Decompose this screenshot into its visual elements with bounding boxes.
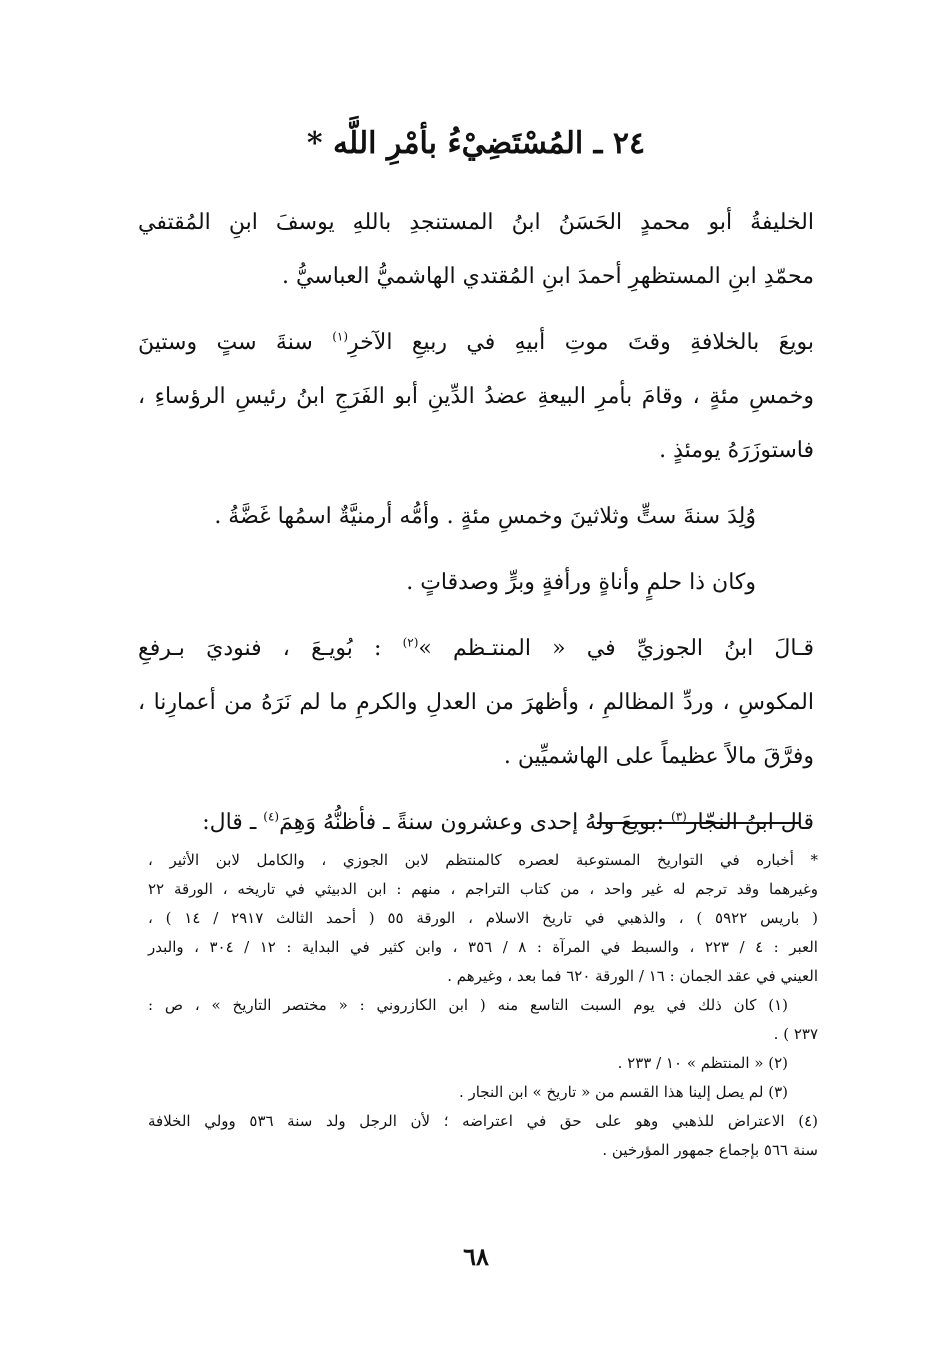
footnote-ref-3: (٣) bbox=[671, 809, 687, 824]
paragraph-lineage-line: محمّدِ ابنِ المستظهرِ أحمدَ ابنِ المُقتدي الهاشميُّ العباسيُّ . bbox=[281, 264, 814, 289]
chapter-title: ٢٤ ـ المُسْتَضِيْءُ بأمْرِ اللَّه * bbox=[306, 126, 646, 161]
footnote-separator bbox=[597, 822, 800, 824]
paragraph-ibn-al-jawzi-line: وفرَّقَ مالاً عظيماً على الهاشميِّين . bbox=[503, 744, 814, 769]
footnote-star-line: وغيرهما وقد ترجم له غير واحد ، من كتاب التراجم ، منهم : ابن الدبيثي في تاريخه ، الورقة ٢٢ bbox=[148, 880, 818, 898]
paragraph-lineage-line: الخليفةُ أبو محمدٍ الحَسَنُ ابنُ المستنجدِ باللهِ يوسفَ ابنِ المُقتفي bbox=[138, 210, 814, 235]
paragraph-birth: وُلِدَ سنةَ ستٍّ وثلاثينَ وخمسِ مئةٍ . وأمُّه أرمنيَّةٌ اسمُها غَضَّةُ . bbox=[214, 504, 756, 529]
footnote-ref-4: (٤) bbox=[263, 809, 280, 824]
paragraph-ibn-al-jawzi-line: قـالَ ابنُ الجوزيِّ في « المنتـظم »$^{(٢)}$ : بُويـعَ ، فنوديَ بـرفعِ bbox=[138, 635, 814, 661]
footnotes bbox=[148, 846, 818, 1165]
paragraph-ibn-al-jawzi-line: المكوسِ ، وردِّ المظالمِ ، وأظهرَ من العدلِ والكرمِ ما لم نَرَهُ من أعمارِنا ، bbox=[138, 690, 814, 715]
footnote-star-line: العبر : ٤ / ٢٢٣ ، والسبط في المرآة : ٨ / ٣٥٦ ، وابن كثير في البداية : ١٢ / ٣٠٤ ، والبدر bbox=[148, 938, 818, 956]
main-text bbox=[138, 196, 814, 850]
paragraph-accession-line: وخمسِ مئةٍ ، وقامَ بأمرِ البيعةِ عضدُ الدِّينِ أبو الفَرَجِ ابنُ رئيسِ الرؤساءِ ، bbox=[138, 384, 814, 409]
footnote-star-line: العيني في عقد الجمان : ١٦ / الورقة ٦٢٠ فما بعد ، وغيرهم . bbox=[447, 967, 818, 985]
footnote-1-line: (١) كان ذلك في يوم السبت التاسع منه ( ابن الكازروني : « مختصر التاريخ » ، ص : bbox=[148, 996, 788, 1014]
footnote-3: (٣) لم يصل إلينا هذا القسم من « تاريخ » ابن النجار . bbox=[458, 1083, 788, 1101]
footnote-star-line: * أخباره في التواريخ المستوعبة لعصره كالمنتظم لابن الجوزي ، والكامل لابن الأثير ، bbox=[148, 851, 818, 869]
footnote-ref-1: (١) bbox=[332, 329, 349, 344]
paragraph-accession-line: بويعَ بالخلافةِ وقتَ موتِ أبيهِ في ربيعِ الآخرِ$^{(١)}$ سنةَ ستٍ وستينَ bbox=[138, 329, 815, 355]
paragraph-ibn-al-najjar: قال ابنُ النجّار$^{(٣)}$ :بويعَ ولهُ إحدى وعشرون سنةً ـ فأظنُّهُ وَهِمَ$^{(٤)}$ ـ قال: bbox=[202, 809, 814, 835]
footnote-4-line: سنة ٥٦٦ بإجماع جمهور المؤرخين . bbox=[602, 1141, 818, 1159]
footnote-star-line: ( باريس ٥٩٢٢ ) ، والذهبي في تاريخ الاسلام ، الورقة ٥٥ ( أحمد الثالث ٢٩١٧ / ١٤ ) ، bbox=[148, 909, 819, 927]
footnote-4-line: (٤) الاعتراض للذهبي وهو على حق في اعتراضه ؛ لأن الرجل ولد سنة ٥٣٦ وولي الخلافة bbox=[148, 1112, 818, 1130]
paragraph-accession-line: فاستوزَرَهُ يومئذٍ . bbox=[659, 438, 814, 463]
footnote-1-line: ٢٣٧ ) . bbox=[773, 1025, 818, 1043]
paragraph-character: وكان ذا حلمٍ وأناةٍ ورأفةٍ وبرٍّ وصدقاتٍ . bbox=[406, 570, 756, 595]
footnote-2: (٢) « المنتظم » ١٠ / ٢٣٣ . bbox=[617, 1054, 788, 1072]
page-number: ٦٨ bbox=[463, 1242, 489, 1271]
footnote-ref-2: (٢) bbox=[402, 635, 419, 650]
